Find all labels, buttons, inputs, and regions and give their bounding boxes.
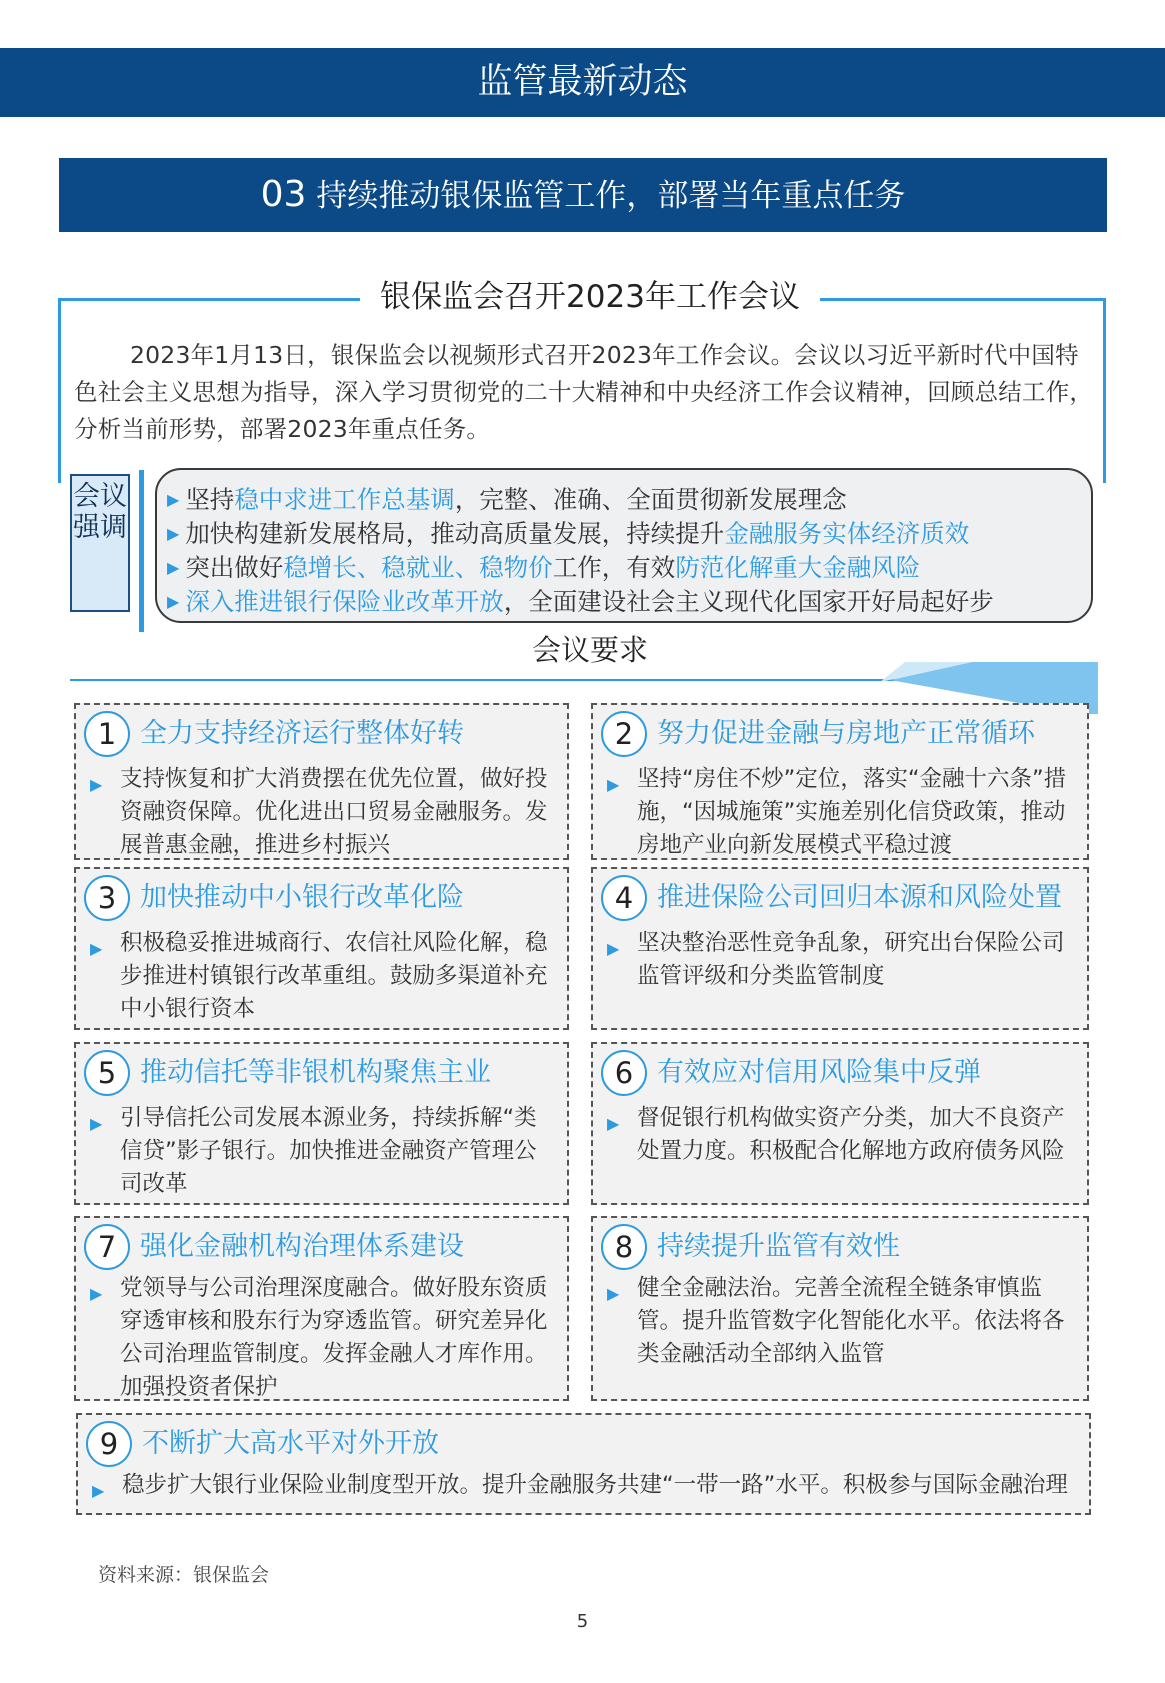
requirement-card-8: [591, 1216, 1089, 1401]
requirement-card-7: [74, 1216, 569, 1401]
meeting-title: 银保监会召开2023年工作会议: [360, 272, 820, 322]
requirements-divider: [70, 679, 905, 681]
section-title: 持续推动银保监管工作，部署当年重点任务: [316, 178, 906, 214]
triangle-bullet-icon: ▶: [92, 1481, 105, 1500]
card-body: ▶ 坚持“房住不炒”定位，落实“金融十六条”措施，“因城施策”实施差别化信贷政策，推动房地产业向新发展模式平稳过渡: [607, 766, 1067, 858]
number-badge: 9: [86, 1421, 132, 1467]
triangle-bullet-icon: ▶: [607, 1284, 620, 1303]
card-body: ▶ 党领导与公司治理深度融合。做好股东资质穿透审核和股东行为穿透监管。研究差异化公司治理监管制度。发挥金融人才库作用。加强投资者保护: [90, 1275, 548, 1400]
card-title: 全力支持经济运行整体好转: [140, 718, 464, 749]
card-body: ▶ 积极稳妥推进城商行、农信社风险化解，稳步推进村镇银行改革重组。鼓励多渠道补充中小银行资本: [90, 930, 548, 1022]
emphasis-line: ▶ 深入推进银行保险业改革开放，全面建设社会主义现代化国家开好局起好步: [167, 587, 994, 616]
emphasis-label: 会议强调: [70, 474, 130, 612]
number-badge: 7: [84, 1224, 130, 1270]
emphasis-line: ▶ 突出做好稳增长、稳就业、稳物价工作，有效防范化解重大金融风险: [167, 553, 921, 582]
requirement-card-6: [591, 1042, 1089, 1205]
requirements-title: 会议要求: [531, 633, 648, 667]
card-body: ▶ 引导信托公司发展本源业务，持续拆解“类信贷”影子银行。加快推进金融资产管理公司改革: [90, 1105, 537, 1197]
emphasis-line: ▶ 加快构建新发展格局，推动高质量发展，持续提升金融服务实体经济质效: [167, 519, 970, 548]
triangle-bullet-icon: ▶: [90, 1284, 103, 1303]
emphasis-line: ▶ 坚持稳中求进工作总基调，完整、准确、全面贯彻新发展理念: [167, 485, 847, 514]
card-title: 推进保险公司回归本源和风险处置: [657, 882, 1062, 913]
card-body: ▶ 坚决整治恶性竞争乱象，研究出台保险公司监管评级和分类监管制度: [607, 930, 1065, 989]
requirement-card-5: [74, 1042, 569, 1205]
requirement-card-2: [591, 703, 1089, 860]
card-title: 强化金融机构治理体系建设: [140, 1231, 464, 1262]
card-title: 努力促进金融与房地产正常循环: [657, 718, 1035, 749]
triangle-bullet-icon: ▶: [607, 939, 620, 958]
number-badge: 8: [601, 1224, 647, 1270]
section-banner: [59, 158, 1107, 232]
emphasis-divider: [139, 470, 144, 632]
triangle-bullet-icon: ▶: [90, 775, 103, 794]
triangle-bullet-icon: ▶: [90, 939, 103, 958]
number-badge: 2: [601, 711, 647, 757]
requirement-card-1: [74, 703, 569, 860]
emphasis-box: [155, 468, 1093, 623]
triangle-bullet-icon: ▶: [167, 592, 180, 611]
triangle-bullet-icon: ▶: [607, 1114, 620, 1133]
source-note: 资料来源：银保监会: [98, 1564, 270, 1586]
number-badge: 5: [84, 1050, 130, 1096]
number-badge: 3: [84, 875, 130, 921]
triangle-bullet-icon: ▶: [167, 524, 180, 543]
requirement-card-9: [76, 1413, 1091, 1515]
card-title: 推动信托等非银机构聚焦主业: [140, 1057, 491, 1088]
card-body: ▶ 健全金融法治。完善全流程全链条审慎监管。提升监管数字化智能化水平。依法将各类金融活动全部纳入监管: [607, 1275, 1065, 1367]
triangle-bullet-icon: ▶: [167, 490, 180, 509]
number-badge: 1: [84, 711, 130, 757]
requirement-card-4: [591, 867, 1089, 1030]
card-body: ▶ 督促银行机构做实资产分类，加大不良资产处置力度。积极配合化解地方政府债务风险: [607, 1105, 1065, 1164]
triangle-bullet-icon: ▶: [90, 1114, 103, 1133]
page-number: 5: [576, 1611, 589, 1632]
number-badge: 6: [601, 1050, 647, 1096]
section-number: 03: [260, 174, 307, 215]
triangle-bullet-icon: ▶: [607, 775, 620, 794]
page-header: 监管最新动态: [0, 48, 1165, 117]
card-title: 不断扩大高水平对外开放: [142, 1428, 439, 1459]
card-body: ▶ 稳步扩大银行业保险业制度型开放。提升金融服务共建“一带一路”水平。积极参与国际金融治理: [122, 1469, 1075, 1502]
card-title: 有效应对信用风险集中反弹: [657, 1057, 981, 1088]
meeting-intro: 2023年1月13日，银保监会以视频形式召开2023年工作会议。会议以习近平新时代中国特色社会主义思想为指导，深入学习贯彻党的二十大精神和中央经济工作会议精神，回顾总结工作，分析当前形势，部署2023年重点任务。: [74, 341, 1094, 443]
card-body: ▶ 支持恢复和扩大消费摆在优先位置，做好投资融资保障。优化进出口贸易金融服务。发展普惠金融，推进乡村振兴: [90, 766, 548, 858]
requirement-card-3: [74, 867, 569, 1030]
triangle-bullet-icon: ▶: [167, 558, 180, 577]
number-badge: 4: [601, 875, 647, 921]
card-title: 持续提升监管有效性: [657, 1231, 900, 1262]
card-title: 加快推动中小银行改革化险: [140, 882, 464, 913]
